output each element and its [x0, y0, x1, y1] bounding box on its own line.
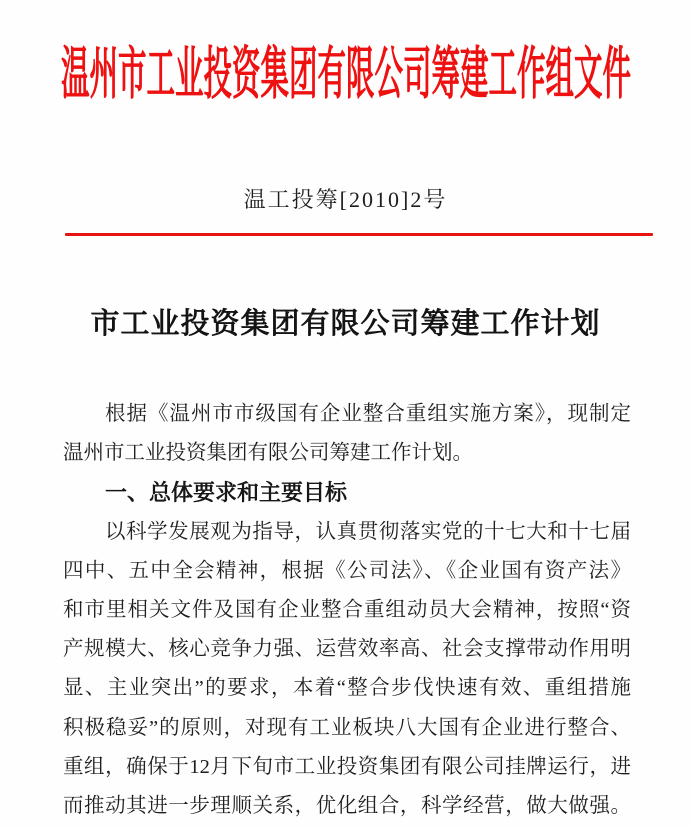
document-number: 温工投筹[2010]2号: [243, 187, 448, 212]
body-line: 四中、五中全会精神，根据《公司法》、《企业国有资产法》: [63, 559, 631, 582]
body-line: 和市里相关文件及国有企业整合重组动员大会精神，按照“资: [63, 598, 631, 621]
body-line: 积极稳妥”的原则，对现有工业板块八大国有企业进行整合、: [63, 716, 631, 739]
red-divider-line: [65, 233, 653, 236]
body-line: 温州市工业投资集团有限公司筹建工作计划。: [63, 442, 473, 465]
document-body: [63, 395, 631, 826]
letterhead-banner: [0, 38, 691, 112]
document-title: 市工业投资集团有限公司筹建工作计划: [90, 308, 601, 340]
body-line: 重组，确保于12月下旬市工业投资集团有限公司挂牌运行，进: [63, 755, 631, 778]
body-line: 产规模大、核心竞争力强、运营效率高、社会支撑带动作用明: [63, 638, 631, 661]
section-heading: 一、总体要求和主要目标: [105, 480, 348, 506]
letterhead-banner-text: 温州市工业投资集团有限公司筹建工作组文件: [60, 43, 631, 107]
body-line: 根据《温州市市级国有企业整合重组实施方案》，现制定: [105, 403, 631, 425]
body-line: 以科学发展观为指导，认真贯彻落实党的十七大和十七届: [105, 520, 631, 543]
body-line: 而推动其进一步理顺关系，优化组合，科学经营，做大做强。: [63, 794, 631, 817]
body-line: 显、主业突出”的要求，本着“整合步伐快速有效、重组措施: [63, 677, 631, 700]
